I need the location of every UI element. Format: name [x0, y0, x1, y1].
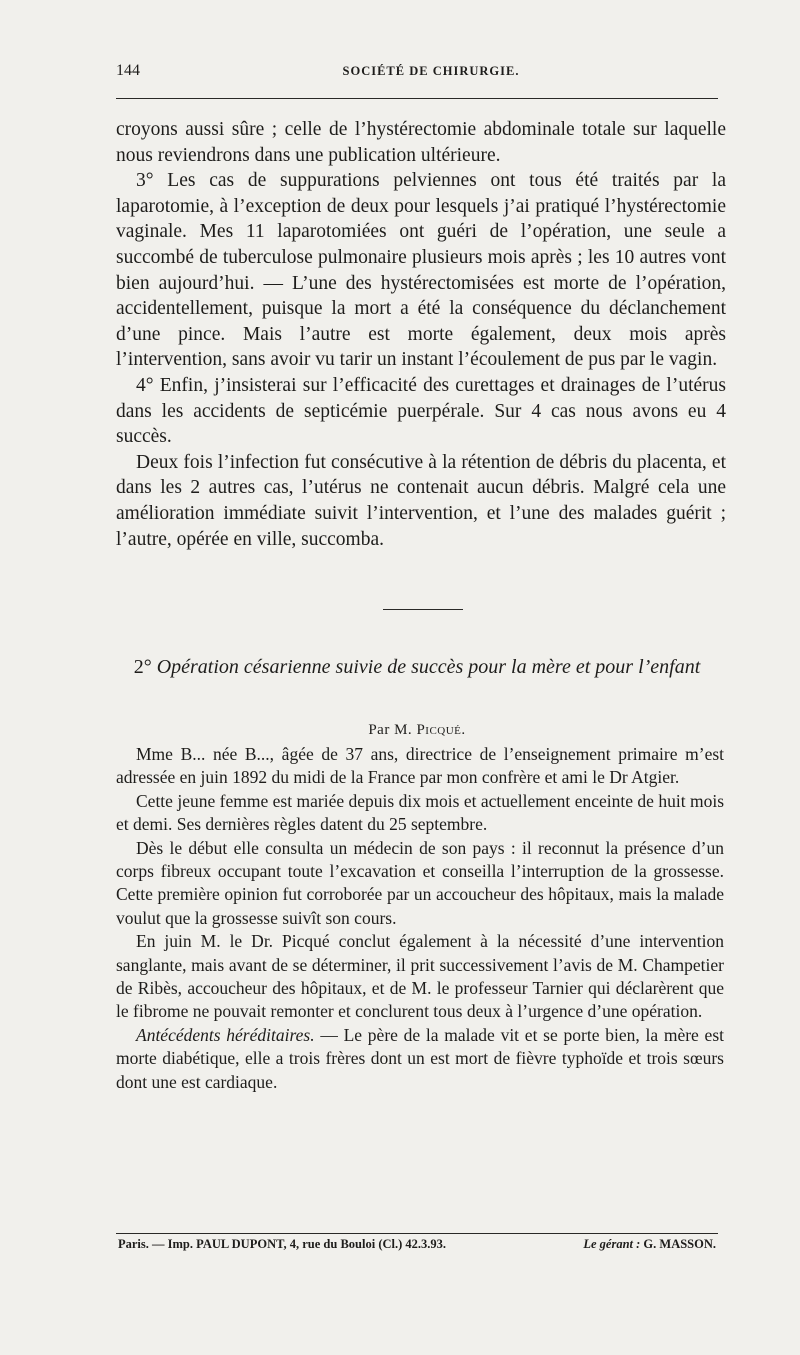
article-number: 2°: [133, 656, 152, 678]
subheading: Antécédents héréditaires.: [136, 1024, 315, 1045]
journal-title: SOCIÉTÉ DE CHIRURGIE.: [342, 64, 520, 78]
paragraph: Dès le début elle consulta un médecin de son pays : il reconnut la présence d’un corps fibreux occupant toute l’excavation et conseilla l’interruption de la grossesse. Cette première opinion fut corroborée par un accoucheur des hôpitaux, mais la malade voulut que la grossesse suivît son cours.: [116, 837, 724, 928]
article-title-text: Opération césarienne suivie de succès pour la mère et pour l’enfant: [156, 656, 701, 678]
header-rule: [116, 98, 718, 99]
paragraph: Cette jeune femme est mariée depuis dix mois et actuellement enceinte de huit mois et demi. Ses dernières règles datent du 25 septembre.: [116, 790, 724, 835]
paragraph: croyons aussi sûre ; celle de l’hystérectomie abdominale totale sur laquelle nous reviendrons dans une publication ultérieure.: [116, 119, 726, 166]
paragraph: Antécédents héréditaires. — Le père de la malade vit et se porte bien, la mère est morte diabétique, elle a trois frères dont un est mort de fièvre typhoïde et trois sœurs dont une est cardiaque.: [116, 1024, 724, 1092]
running-head: [116, 62, 718, 86]
colophon: [116, 1237, 718, 1255]
author-prefix: Par M.: [368, 722, 413, 738]
paragraph: Mme B... née B..., âgée de 37 ans, directrice de l’enseignement primaire m’est adressée en juin 1892 du midi de la France par mon confrère et ami le Dr Atgier.: [116, 744, 725, 788]
honorific: Mme: [136, 744, 173, 764]
section-divider: [383, 609, 463, 610]
manager-line: Le gérant : G. MASSON.: [583, 1237, 716, 1251]
paragraph: Deux fois l’infection fut consécutive à la rétention de débris du placenta, et dans les 2 autres cas, l’utérus ne contenait aucun débris. Malgré cela une amélioration immédiate suivit l’intervention, et l’une des malades guérit ; l’autre, opérée en ville, succomba.: [116, 451, 726, 550]
paragraph: 4° Enfin, j’insisterai sur l’efficacité des curettages et drainages de l’utérus dans les accidents de septicémie puerpérale. Sur 4 cas nous avons eu 4 succès.: [116, 374, 726, 448]
continued-text: [116, 117, 726, 552]
printer-imprint: Paris. — Imp. PAUL DUPONT, 4, rue du Bouloi (Cl.) 42.3.93.: [118, 1237, 447, 1251]
article-text: [116, 743, 724, 1094]
article-title: [116, 655, 718, 680]
article-author: [116, 722, 718, 739]
paragraph: En juin M. le Dr. Picqué conclut également à la nécessité d’une intervention sanglante, mais avant de se déterminer, il prit successivement l’avis de M. Champetier de Ribès, accoucheur des hôpitaux, et de M. le professeur Tarnier qui déclarèrent que le fibrome ne pouvait remonter et conclurent tous deux à l’urgence d’une opération.: [116, 931, 724, 1022]
author-name: Picqué.: [416, 722, 466, 738]
page-number: 144: [116, 62, 140, 79]
footer-rule: [116, 1233, 718, 1234]
paragraph: 3° Les cas de suppurations pelviennes ont tous été traités par la laparotomie, à l’exception de deux pour lesquels j’ai pratiqué l’hystérectomie vaginale. Mes 11 laparotomiées ont guéri de l’opération, une seule a succombé de tuberculose pulmonaire plusieurs mois après ; les 10 autres vont bien aujourd’hui. — L’une des hystérectomisées est morte de l’opération, accidentellement, puisque la mort a été la conséquence du déclanchement d’une pince. Mais l’autre est morte également, deux mois après l’intervention, sans avoir vu tarir un instant l’écoulement de pus par le vagin.: [116, 170, 726, 371]
